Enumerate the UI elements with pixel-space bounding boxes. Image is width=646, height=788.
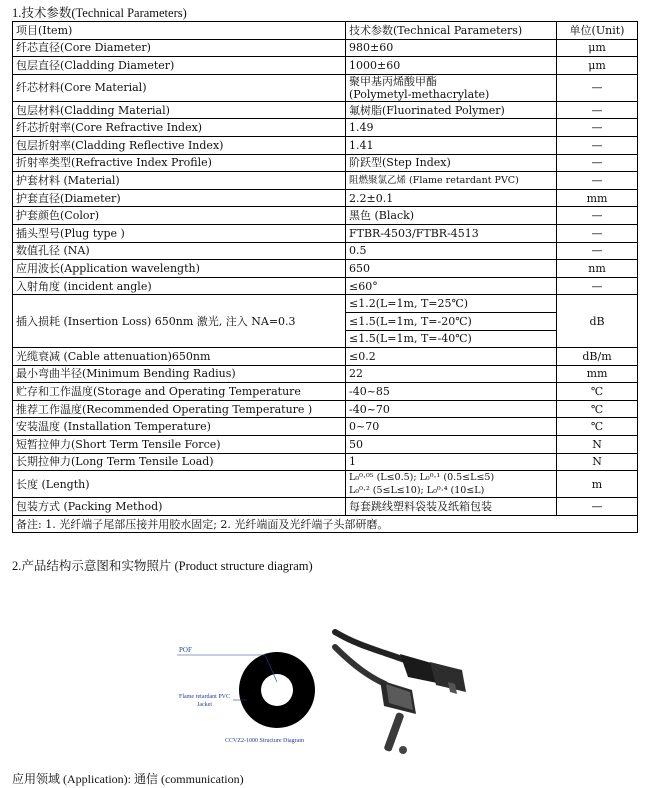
row-unit: — [557,101,638,119]
header-item: 项目(Item) [13,22,346,40]
table-row [13,136,638,154]
row-unit: mm [557,189,638,207]
row-value: FTBR-4503/FTBR-4513 [346,224,557,242]
table-row [13,57,638,75]
row-item: 护套直径(Diameter) [13,189,346,207]
row-unit: ℃ [557,400,638,418]
table-row [13,277,638,295]
spec-table [12,21,638,533]
table-row [13,348,638,366]
table-row [13,154,638,172]
row-value: 1000±60 [346,57,557,75]
table-row [13,172,638,190]
row-unit: — [557,224,638,242]
table-row [13,498,638,516]
row-value [346,74,557,101]
table-row [13,119,638,137]
note-text: 备注: 1. 光纤端子尾部压接并用胶水固定; 2. 光纤端面及光纤端子头部研磨。 [13,515,638,533]
row-item: 包装方式 (Packing Method) [13,498,346,516]
table-row [13,436,638,454]
row-value: 650 [346,260,557,278]
table-row [13,39,638,57]
row-value: 每套跳线塑料袋装及纸箱包装 [346,498,557,516]
row-item: 纤芯直径(Core Diameter) [13,39,346,57]
row-item: 长期拉伸力(Long Term Tensile Load) [13,453,346,471]
row-value: -40~85 [346,383,557,401]
section2-title: 2.产品结构示意图和实物照片 (Product structure diagram) [12,559,313,573]
table-row [13,400,638,418]
diagram-caption: CCVZ2-1000 Structure Diagram [225,738,304,744]
row-item: 推荐工作温度(Recommended Operating Temperature ) [13,400,346,418]
row-item: 最小弯曲半径(Minimum Bending Radius) [13,365,346,383]
row-unit: m [557,471,638,498]
value-line: 聚甲基丙烯酸甲酯 [349,74,437,88]
connector-upper [400,654,466,694]
row-unit: — [557,154,638,172]
row-value: 1 [346,453,557,471]
row-item: 短暂拉伸力(Short Term Tensile Force) [13,436,346,454]
row-item: 包层折射率(Cladding Reflective Index) [13,136,346,154]
row-item: 插入损耗 (Insertion Loss) 650nm 激光, 注入 NA=0.3 [13,295,346,348]
row-unit: — [557,207,638,225]
row-value: 50 [346,436,557,454]
row-value [346,471,557,498]
row-item: 包层直径(Cladding Diameter) [13,57,346,75]
table-row [13,365,638,383]
row-item: 纤芯材料(Core Material) [13,74,346,101]
row-item: 护套材料 (Material) [13,172,346,190]
row-unit: N [557,453,638,471]
header-params: 技术参数(Technical Parameters) [346,22,557,40]
row-value: 0~70 [346,418,557,436]
row-value: 2.2±0.1 [346,189,557,207]
row-unit: mm [557,365,638,383]
row-value: 黑色 (Black) [346,207,557,225]
table-row [13,189,638,207]
row-unit: — [557,172,638,190]
pof-label: POF [179,646,192,654]
row-unit: ℃ [557,418,638,436]
row-item: 数值孔径 (NA) [13,242,346,260]
row-unit: μm [557,39,638,57]
row-unit: — [557,136,638,154]
row-unit: nm [557,260,638,278]
table-row [13,260,638,278]
insertion-loss-row [13,295,638,313]
row-unit: μm [557,57,638,75]
table-row [13,74,638,101]
connector-lower [380,680,416,754]
row-value: 22 [346,365,557,383]
row-unit: N [557,436,638,454]
application-line: 应用领域 (Application): 通信 (communication) [12,772,244,786]
row-unit: — [557,74,638,101]
row-item: 纤芯折射率(Core Refractive Index) [13,119,346,137]
row-value: ≤1.2(L=1m, T=25℃) [346,295,557,313]
value-line: L₀⁰·² (5≤L≤10); L₀⁰·⁴ (10≤L) [349,485,485,497]
jacket-label: Flame retardant PVC [179,694,230,700]
table-row [13,383,638,401]
row-value: -40~70 [346,400,557,418]
row-item: 安装温度 (Installation Temperature) [13,418,346,436]
table-row [13,207,638,225]
row-unit: — [557,119,638,137]
table-row [13,101,638,119]
row-value: 1.49 [346,119,557,137]
header-unit: 单位(Unit) [557,22,638,40]
value-line: (Polymetyl-methacrylate) [349,87,490,101]
product-photo [330,622,480,772]
note-row [13,515,638,533]
row-value: ≤1.5(L=1m, T=-20℃) [346,312,557,330]
table-row [13,224,638,242]
row-value: 1.41 [346,136,557,154]
jacket-label: Jacket [197,702,212,708]
row-item: 入射角度 (incident angle) [13,277,346,295]
row-item: 包层材料(Cladding Material) [13,101,346,119]
row-unit: dB [557,295,638,348]
length-row [13,471,638,498]
row-item: 贮存和工作温度(Storage and Operating Temperature [13,383,346,401]
row-item: 应用波长(Application wavelength) [13,260,346,278]
row-item: 护套颜色(Color) [13,207,346,225]
row-value: 阻燃聚氯乙烯 (Flame retardant PVC) [346,172,557,190]
row-unit: ℃ [557,383,638,401]
row-item: 插头型号(Plug type ) [13,224,346,242]
row-value: 阶跃型(Step Index) [346,154,557,172]
row-value: ≤0.2 [346,348,557,366]
row-item: 光缆衰减 (Cable attenuation)650nm [13,348,346,366]
table-row [13,242,638,260]
row-value: ≤60° [346,277,557,295]
table-row [13,418,638,436]
row-unit: — [557,498,638,516]
row-value: ≤1.5(L=1m, T=-40℃) [346,330,557,348]
row-unit: — [557,277,638,295]
row-item: 折射率类型(Refractive Index Profile) [13,154,346,172]
row-item: 长度 (Length) [13,471,346,498]
row-value: 0.5 [346,242,557,260]
section1-title: 1.技术参数(Technical Parameters) [12,6,187,20]
pof-core [261,674,293,706]
table-row [13,453,638,471]
table-header-row [13,22,638,40]
row-unit: dB/m [557,348,638,366]
row-value: 氟树脂(Fluorinated Polymer) [346,101,557,119]
row-unit: — [557,242,638,260]
row-value: 980±60 [346,39,557,57]
value-line: L₀⁰·⁰⁵ (L≤0.5); L₀⁰·¹ (0.5≤L≤5) [349,472,495,484]
structure-diagram [165,640,315,750]
